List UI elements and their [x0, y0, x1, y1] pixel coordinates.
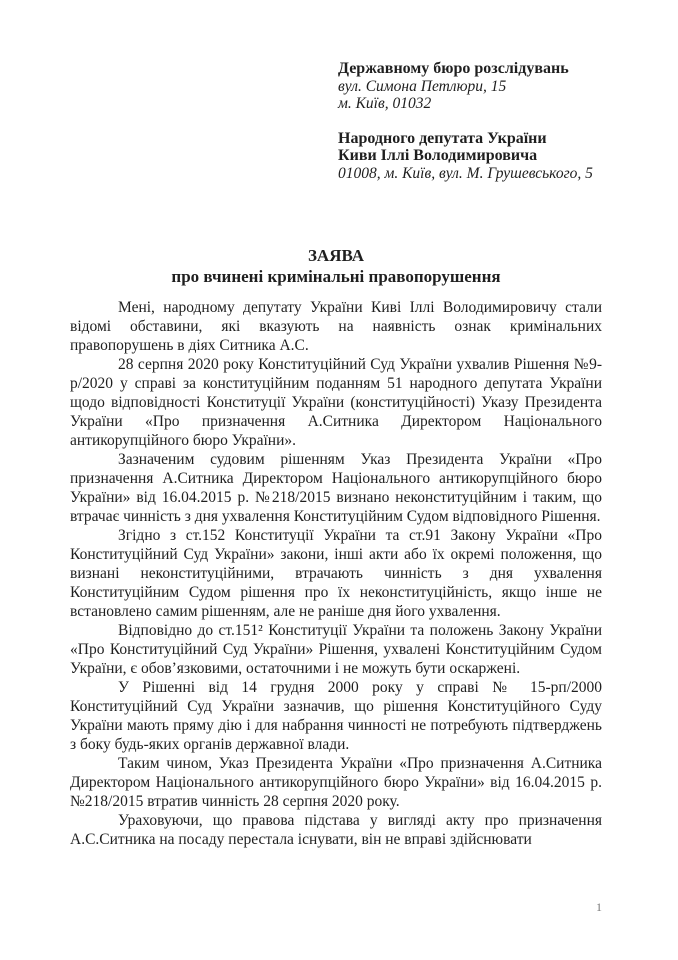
paragraph-6: У Рішенні від 14 грудня 2000 року у справі № 15-рп/2000 Конституційний Суд України зазначив, що рішення Конституційного Суду України мають пряму дію і для набрання чинності не потребують підтверджень з боку будь-яких органів державної влади.	[70, 679, 602, 753]
paragraph-4: Згідно з ст.152 Конституції України та ст.91 Закону України «Про Конституційний Суд України» закони, інші акти або їх окремі положення, що визнані неконституційними, втрачають чинність з дня ухвалення Конституційним Судом рішення про їх неконституційність, якщо інше не встановлено самим рішенням, але не раніше дня його ухвалення.	[70, 527, 602, 620]
page-number: 1	[596, 900, 602, 914]
paragraph-8: Ураховуючи, що правова підстава у вигляді акту про призначення А.С.Ситника на посаду перестала існувати, він не вправі здійснювати	[70, 812, 602, 848]
applicant-block	[338, 130, 602, 183]
document-title: ЗАЯВА	[307, 246, 365, 265]
applicant-name: Киви Іллі Володимировича	[338, 147, 538, 164]
applicant-address: 01008, м. Київ, вул. М. Грушевського, 5	[338, 164, 593, 182]
recipient-address-street: вул. Симона Петлюри, 15	[338, 77, 507, 95]
paragraph-3: Зазначеним судовим рішенням Указ Президента України «Про призначення А.Ситника Директором Національного антикорупційного бюро України» від 16.04.2015 р. №218/2015 визнано неконституційним і таким, що втрачає чинність з дня ухвалення Конституційним Судом відповідного Рішення.	[70, 451, 602, 525]
paragraph-2: 28 серпня 2020 року Конституційний Суд України ухвалив Рішення №9-р/2020 у справі за конституційним поданням 51 народного депутата України щодо відповідності Конституції України (конституційності) Указу Президента України «Про призначення А.Ситника Директором Національного антикорупційного бюро України».	[70, 356, 602, 449]
document-subtitle: про вчинені кримінальні правопорушення	[171, 267, 501, 286]
paragraph-1: Мені, народному депутату України Киві Іллі Володимировичу стали відомі обставини, які вказують на наявність ознак кримінальних правопорушень в діях Ситника А.С.	[70, 299, 602, 354]
recipient-address-city: м. Київ, 01032	[338, 95, 432, 112]
document-body	[70, 298, 602, 849]
recipient-name: Державному бюро розслідувань	[338, 60, 569, 77]
paragraph-5: Відповідно до ст.151² Конституції України та положень Закону України «Про Конституційний Суд України» Рішення, ухвалені Конституційним Судом України, є обов’язковими, остаточними і не можуть бути оскаржені.	[70, 622, 602, 677]
applicant-role: Народного депутата України	[338, 129, 547, 147]
document-title-block	[70, 245, 602, 287]
paragraph-7: Таким чином, Указ Президента України «Про призначення А.Ситника Директором Національного антикорупційного бюро України» від 16.04.2015 р. №218/2015 втратив чинність 28 серпня 2020 року.	[70, 755, 602, 810]
recipient-block	[338, 60, 602, 113]
